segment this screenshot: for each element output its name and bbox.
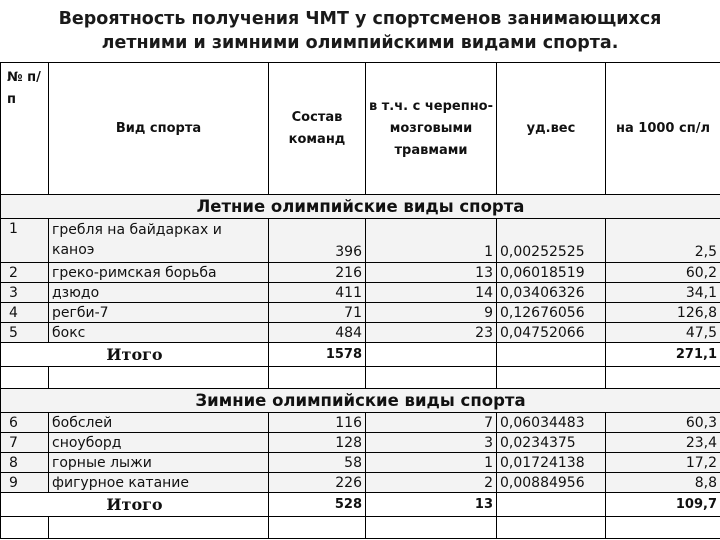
blank-cell: [269, 367, 366, 389]
blank-cell: [366, 517, 497, 539]
cell-sport: регби-7: [49, 303, 269, 323]
cell-teams: 226: [269, 473, 366, 493]
blank-cell: [49, 517, 269, 539]
total-share: [497, 343, 606, 367]
cell-sport: гребля на байдарках и каноэ: [49, 219, 269, 263]
cell-num: 7: [1, 433, 49, 453]
total-share: [497, 493, 606, 517]
total-injuries: 13: [366, 493, 497, 517]
cell-share: 0,03406326: [497, 283, 606, 303]
total-per1000: 271,1: [606, 343, 720, 367]
cell-num: 5: [1, 323, 49, 343]
cell-share: 0,00884956: [497, 473, 606, 493]
cell-injuries: 14: [366, 283, 497, 303]
cell-injuries: 9: [366, 303, 497, 323]
cell-num: 6: [1, 413, 49, 433]
blank-row: [1, 367, 720, 389]
cell-num: 9: [1, 473, 49, 493]
table-row: [1, 433, 720, 453]
cell-sport: горные лыжи: [49, 453, 269, 473]
header-row: [1, 63, 720, 195]
cell-sport: дзюдо: [49, 283, 269, 303]
cell-teams: 411: [269, 283, 366, 303]
total-label: Итого: [1, 493, 269, 517]
cell-injuries: 1: [366, 219, 497, 263]
total-injuries: [366, 343, 497, 367]
section-summer: [1, 195, 720, 219]
cell-injuries: 3: [366, 433, 497, 453]
cell-share: 0,0234375: [497, 433, 606, 453]
cell-share: 0,12676056: [497, 303, 606, 323]
cell-share: 0,00252525: [497, 219, 606, 263]
cell-teams: 216: [269, 263, 366, 283]
cell-per1000: 47,5: [606, 323, 720, 343]
cell-per1000: 34,1: [606, 283, 720, 303]
total-row-winter: [1, 493, 720, 517]
cell-sport: греко-римская борьба: [49, 263, 269, 283]
header-teams: Состав команд: [269, 63, 366, 195]
section-winter: [1, 389, 720, 413]
cell-teams: 128: [269, 433, 366, 453]
header-num: № п/п: [1, 63, 49, 195]
blank-cell: [1, 367, 49, 389]
blank-cell: [49, 367, 269, 389]
cell-injuries: 23: [366, 323, 497, 343]
cell-num: 2: [1, 263, 49, 283]
cell-injuries: 7: [366, 413, 497, 433]
cell-teams: 71: [269, 303, 366, 323]
cell-num: 4: [1, 303, 49, 323]
total-teams: 1578: [269, 343, 366, 367]
table-row: [1, 263, 720, 283]
blank-cell: [269, 517, 366, 539]
blank-row: [1, 517, 720, 539]
blank-cell: [606, 367, 720, 389]
blank-cell: [366, 367, 497, 389]
cell-share: 0,04752066: [497, 323, 606, 343]
total-per1000: 109,7: [606, 493, 720, 517]
total-label: Итого: [1, 343, 269, 367]
table-row: [1, 219, 720, 263]
blank-cell: [497, 517, 606, 539]
blank-cell: [497, 367, 606, 389]
cell-injuries: 1: [366, 453, 497, 473]
header-sport: Вид спорта: [49, 63, 269, 195]
cell-teams: 58: [269, 453, 366, 473]
cell-injuries: 2: [366, 473, 497, 493]
cell-share: 0,01724138: [497, 453, 606, 473]
table-row: [1, 303, 720, 323]
cell-per1000: 2,5: [606, 219, 720, 263]
page-title: [0, 0, 720, 62]
cell-num: 1: [1, 219, 49, 263]
title-line-1: Вероятность получения ЧМТ у спортсменов занимающихся: [58, 9, 662, 29]
blank-cell: [1, 517, 49, 539]
header-share: уд.вес: [497, 63, 606, 195]
title-line-2: летними и зимними олимпийскими видами спорта.: [101, 33, 619, 53]
cell-sport: бокс: [49, 323, 269, 343]
data-table: [0, 62, 720, 539]
table-row: [1, 283, 720, 303]
cell-sport: бобслей: [49, 413, 269, 433]
total-row-summer: [1, 343, 720, 367]
blank-cell: [606, 517, 720, 539]
table-row: [1, 453, 720, 473]
section-title: Зимние олимпийские виды спорта: [1, 389, 720, 413]
cell-per1000: 60,3: [606, 413, 720, 433]
cell-per1000: 60,2: [606, 263, 720, 283]
cell-share: 0,06034483: [497, 413, 606, 433]
table-row: [1, 413, 720, 433]
cell-per1000: 126,8: [606, 303, 720, 323]
cell-teams: 116: [269, 413, 366, 433]
cell-teams: 484: [269, 323, 366, 343]
cell-sport: фигурное катание: [49, 473, 269, 493]
cell-teams: 396: [269, 219, 366, 263]
cell-num: 8: [1, 453, 49, 473]
cell-injuries: 13: [366, 263, 497, 283]
cell-sport: сноуборд: [49, 433, 269, 453]
table-row: [1, 473, 720, 493]
total-teams: 528: [269, 493, 366, 517]
header-injuries: в т.ч. с черепно-мозговыми травмами: [366, 63, 497, 195]
table-row: [1, 323, 720, 343]
section-title: Летние олимпийские виды спорта: [1, 195, 720, 219]
cell-per1000: 23,4: [606, 433, 720, 453]
cell-per1000: 17,2: [606, 453, 720, 473]
cell-per1000: 8,8: [606, 473, 720, 493]
cell-num: 3: [1, 283, 49, 303]
header-per1000: на 1000 сп/л: [606, 63, 720, 195]
cell-share: 0,06018519: [497, 263, 606, 283]
